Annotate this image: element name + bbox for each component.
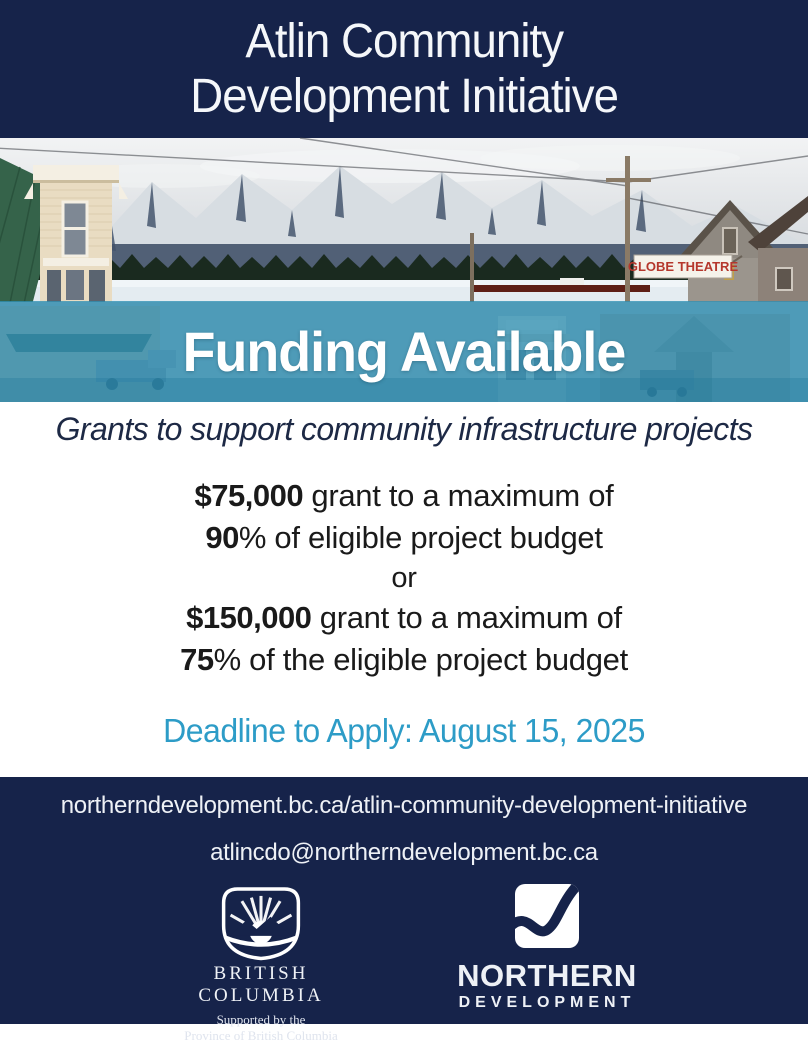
grant-option2-percent: 75 <box>180 642 214 677</box>
grant-separator: or <box>391 562 417 594</box>
funding-available-title: Funding Available <box>182 320 626 383</box>
bc-tagline-line2: Province of British Columbia <box>184 1028 338 1043</box>
barge <box>470 285 650 292</box>
deadline-text: Deadline to Apply: August 15, 2025 <box>163 712 645 749</box>
pole-crossarm <box>606 178 651 182</box>
grant-option1-text: grant to a maximum of <box>303 478 614 513</box>
cornice <box>33 165 119 180</box>
hero-photo <box>0 138 808 402</box>
grant-options <box>0 475 808 681</box>
boat-cabin <box>560 278 584 285</box>
body-section <box>0 402 808 777</box>
subtitle: Grants to support community infrastructure projects <box>55 411 753 447</box>
utility-pole <box>470 233 474 308</box>
cloud <box>480 145 740 171</box>
email-address: atlincdo@northerndevelopment.bc.ca <box>210 839 598 866</box>
bc-tagline-line1: Supported by the <box>216 1012 306 1027</box>
bc-sunburst-crest-icon <box>209 882 313 962</box>
grant-option2-text: grant to a maximum of <box>311 600 622 635</box>
lake-highlight <box>0 280 808 287</box>
northern-development-wave-icon <box>513 882 581 950</box>
globe-theatre-sign-text: GLOBE THEATRE <box>627 259 739 274</box>
nd-logo-name-line2: DEVELOPMENT <box>458 994 636 1011</box>
grant-option2-amount: $150,000 <box>186 600 312 635</box>
page-title-line1: Atlin Community <box>245 15 563 68</box>
bc-logo-name-line1: BRITISH <box>213 963 309 984</box>
grant-option2-line1 <box>0 597 808 639</box>
page-title-line2: Development Initiative <box>190 70 618 123</box>
website-url: northerndevelopment.bc.ca/atlin-community-development-initiative <box>60 792 748 819</box>
bc-logo-tagline <box>184 1012 337 1044</box>
bc-logo-name-line2: COLUMBIA <box>198 985 324 1006</box>
storefront-band <box>43 258 109 266</box>
grant-option1-amount: $75,000 <box>194 478 304 513</box>
grant-option1-percent: 90 <box>205 520 239 555</box>
nd-logo-name-line1: NORTHERN <box>457 958 637 993</box>
globe-theatre-sign <box>628 255 742 278</box>
bc-government-logo <box>146 882 376 1044</box>
grant-option1-percent-text: % of eligible project budget <box>238 520 603 555</box>
footer <box>0 777 808 1043</box>
grant-option1-line1 <box>0 475 808 517</box>
grant-option2-line2 <box>0 639 808 681</box>
grant-option1-line2 <box>0 517 808 559</box>
gable-window <box>723 228 737 254</box>
northern-development-logo <box>432 882 662 1012</box>
logo-row <box>0 882 808 1044</box>
top-banner <box>0 0 808 138</box>
grant-option2-percent-text: % of the eligible project budget <box>213 642 628 677</box>
